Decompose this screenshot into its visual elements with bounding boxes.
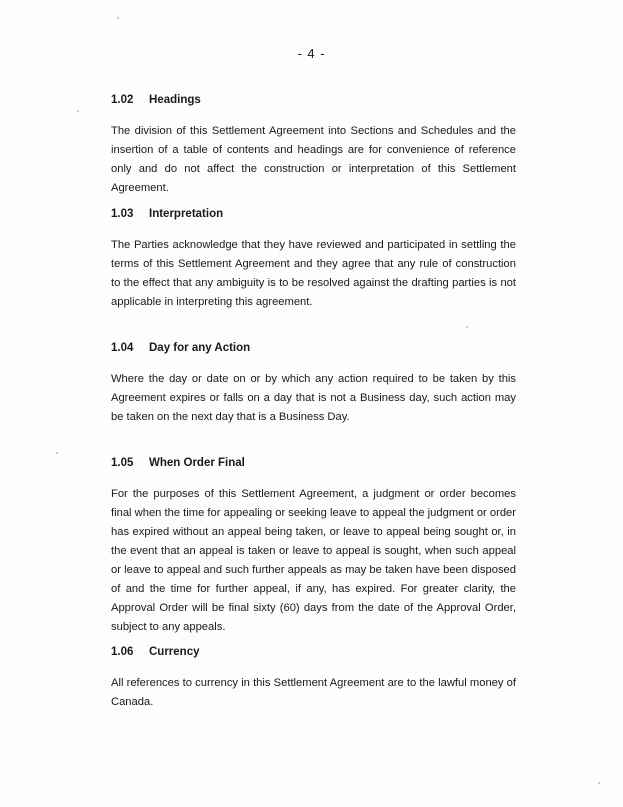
section-title: Currency	[149, 646, 200, 658]
section-number: 1.04	[111, 342, 134, 354]
page-number: - 4 -	[297, 46, 326, 61]
section-1-05	[111, 457, 516, 637]
section-heading	[111, 646, 516, 658]
section-heading	[111, 342, 516, 354]
section-body: The Parties acknowledge that they have reviewed and participated in settling the terms of this Settlement Agreement and they agree that any rule of construction to the effect that any ambiguity is to be resolved against the drafting parties is not applicable in interpreting this agreement.	[111, 239, 516, 308]
section-1-04	[111, 342, 516, 427]
section-1-02	[111, 94, 516, 198]
section-1-03	[111, 208, 516, 312]
section-number: 1.06	[111, 646, 134, 658]
scan-speck	[598, 782, 600, 784]
scan-speck	[56, 452, 58, 454]
section-number: 1.03	[111, 208, 134, 220]
section-title: Day for any Action	[149, 342, 251, 354]
section-heading	[111, 208, 516, 220]
section-title: Interpretation	[149, 208, 224, 220]
scan-speck	[77, 110, 79, 112]
section-body: The division of this Settlement Agreement into Sections and Schedules and the insertion of a table of contents and headings are for convenience of reference only and do not affect the construction or interpretation of this Settlement Agreement.	[111, 125, 516, 194]
scan-speck	[117, 17, 119, 19]
section-title: Headings	[149, 94, 201, 106]
section-title: When Order Final	[149, 457, 245, 469]
section-number: 1.05	[111, 457, 134, 469]
section-heading	[111, 457, 516, 469]
section-1-06	[111, 646, 516, 712]
section-body: All references to currency in this Settlement Agreement are to the lawful money of Canada.	[111, 677, 516, 708]
section-number: 1.02	[111, 94, 134, 106]
section-heading	[111, 94, 516, 106]
section-body: For the purposes of this Settlement Agreement, a judgment or order becomes final when the time for appealing or seeking leave to appeal the judgment or order has expired without an appeal being taken, or leave to appeal being sought or, in the event that an appeal is taken or leave to appeal is sought, when such appeal or leave to appeal and such further appeals as may be taken have been disposed of and the time for further appeal, if any, has expired. For greater clarity, the Approval Order will be final sixty (60) days from the date of the Approval Order, subject to any appeals.	[111, 488, 516, 633]
scan-speck	[466, 326, 468, 328]
section-body: Where the day or date on or by which any action required to be taken by this Agreement expires or falls on a day that is not a Business day, such action may be taken on the next day that is a Business Day.	[111, 373, 516, 423]
